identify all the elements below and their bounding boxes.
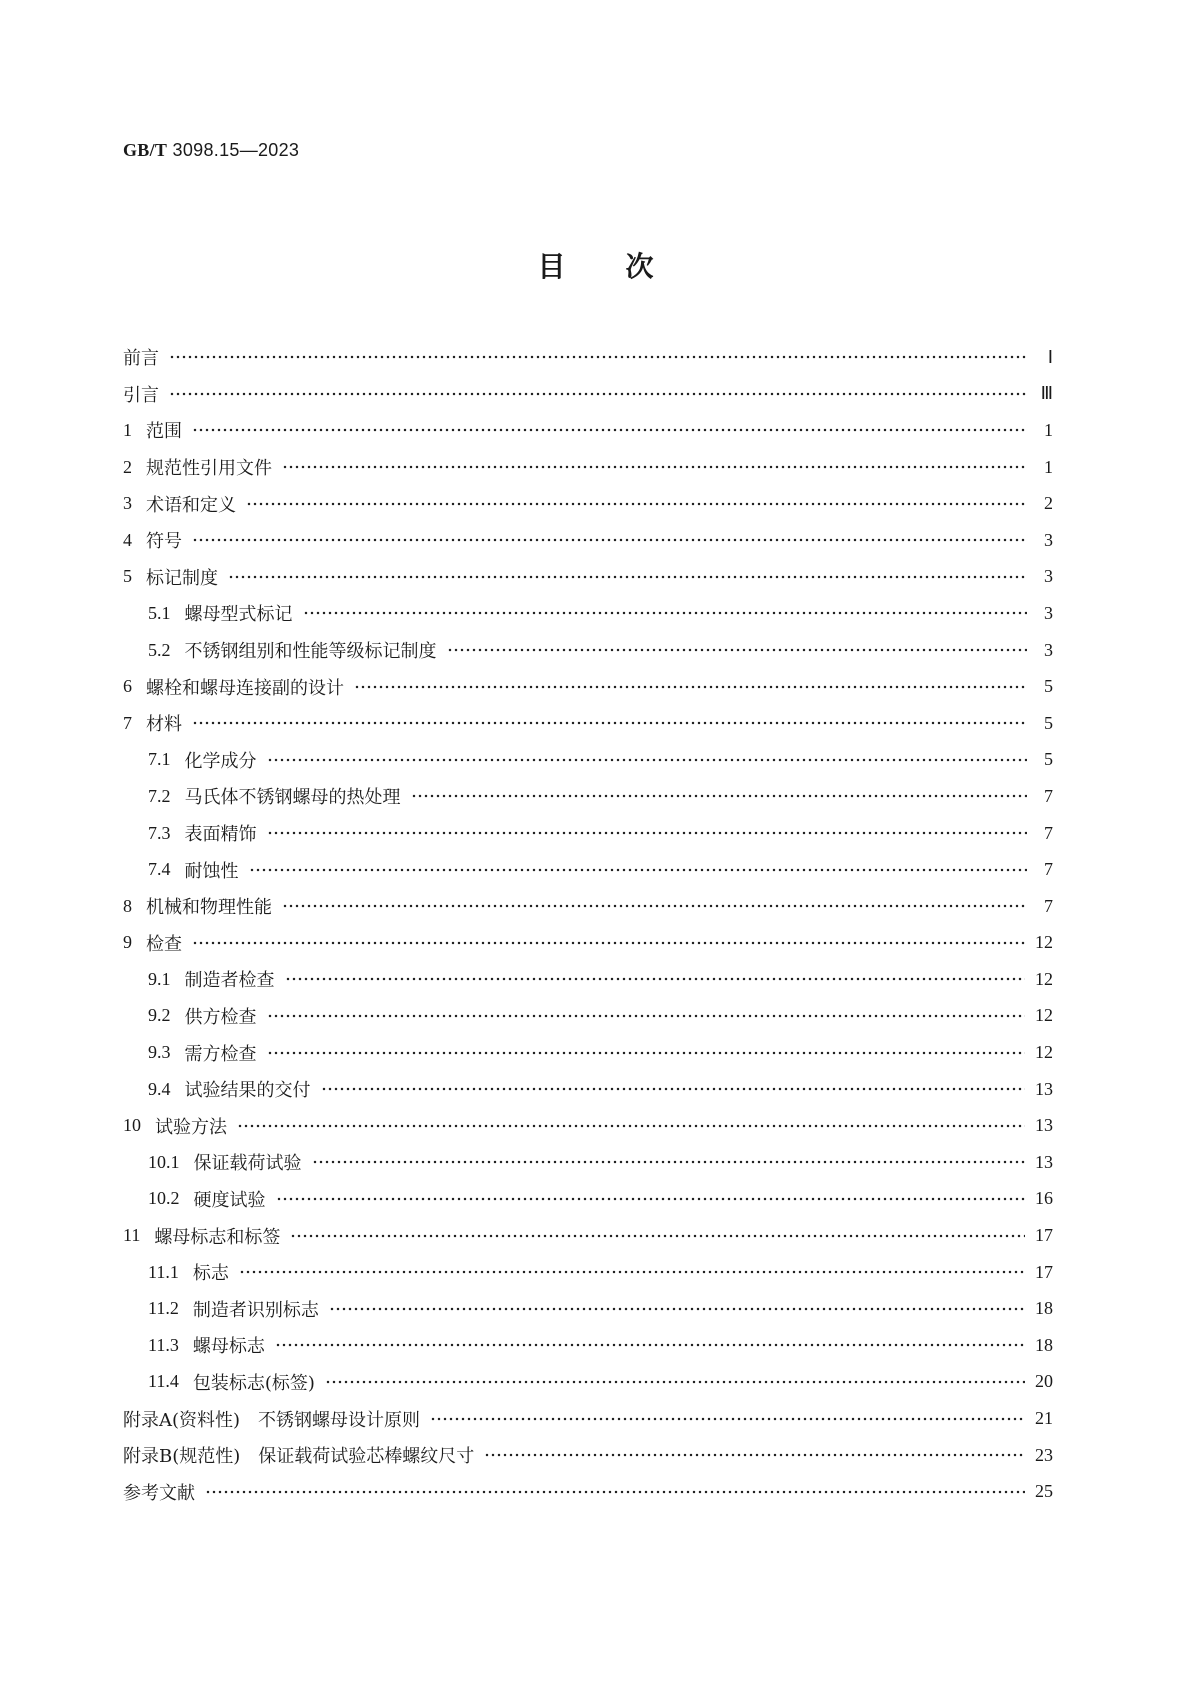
- title-char: 次: [625, 250, 654, 283]
- dot-leader: [276, 1197, 1026, 1201]
- toc-page-number: 12: [1035, 1005, 1053, 1026]
- toc-label: 标记制度: [146, 567, 218, 589]
- toc-entry[interactable]: [123, 705, 1053, 742]
- toc-entry[interactable]: [123, 925, 1053, 962]
- dot-leader: [267, 758, 1028, 762]
- toc-number: 9.2: [148, 1005, 171, 1026]
- toc-entry[interactable]: [123, 1400, 1053, 1437]
- toc-label: 术语和定义: [146, 494, 236, 516]
- toc-number: 2: [123, 456, 132, 477]
- dot-leader: [169, 392, 1027, 396]
- toc-page-number: 12: [1035, 1042, 1053, 1063]
- dot-leader: [249, 868, 1028, 872]
- toc-entry[interactable]: [123, 1290, 1053, 1327]
- dot-leader: [321, 1087, 1026, 1091]
- dot-leader: [205, 1490, 1025, 1494]
- toc-page-number: 1: [1044, 419, 1053, 440]
- dot-leader: [282, 465, 1027, 469]
- dot-leader: [192, 941, 1025, 945]
- toc-entry[interactable]: [123, 1364, 1053, 1401]
- dot-leader: [447, 648, 1028, 652]
- toc-entry[interactable]: [123, 559, 1053, 596]
- toc-entry[interactable]: [123, 485, 1053, 522]
- toc-page-number: 21: [1035, 1408, 1053, 1429]
- toc-label: 范围: [146, 421, 182, 443]
- toc-page-number: 1: [1044, 456, 1053, 477]
- toc-entry[interactable]: [123, 376, 1053, 413]
- dot-leader: [354, 685, 1027, 689]
- toc-label: 保证载荷试验: [193, 1153, 302, 1175]
- dot-leader: [246, 502, 1027, 506]
- toc-label: 化学成分: [184, 750, 257, 772]
- toc-label: 材料: [146, 714, 182, 736]
- standard-prefix: GB/T: [123, 140, 168, 160]
- toc-label: 制造者检查: [184, 970, 275, 992]
- dot-leader: [228, 575, 1027, 579]
- toc-number: 11.1: [148, 1261, 179, 1282]
- toc-number: 9.1: [148, 968, 171, 989]
- toc-page-number: 12: [1035, 968, 1053, 989]
- toc-entry[interactable]: [123, 412, 1053, 449]
- toc-page-number: 17: [1035, 1225, 1053, 1246]
- toc-page-number: 5: [1044, 749, 1053, 770]
- toc-page-number: Ⅲ: [1040, 383, 1053, 404]
- dot-leader: [484, 1453, 1025, 1457]
- standard-number: 3098.15—2023: [172, 140, 300, 160]
- toc-entry[interactable]: [123, 339, 1053, 376]
- toc-page-number: 2: [1044, 493, 1053, 514]
- toc-page-number: 3: [1044, 602, 1053, 623]
- toc-number: 11.3: [148, 1334, 179, 1355]
- toc-label: 附录B(规范性) 保证载荷试验芯棒螺纹尺寸: [123, 1446, 475, 1468]
- dot-leader: [275, 1343, 1025, 1347]
- toc-page-number: 5: [1044, 676, 1053, 697]
- toc-number: 7.4: [148, 859, 171, 880]
- toc-label: 制造者识别标志: [192, 1299, 319, 1321]
- toc-number: 7.1: [148, 749, 171, 770]
- toc-label: 螺母标志: [192, 1336, 265, 1358]
- dot-leader: [267, 1014, 1026, 1018]
- toc-page-number: 7: [1044, 859, 1053, 880]
- dot-leader: [290, 1234, 1025, 1238]
- toc-number: 5: [123, 566, 132, 587]
- dot-leader: [430, 1417, 1025, 1421]
- toc-number: 11.4: [148, 1371, 179, 1392]
- page-title: [0, 245, 1191, 285]
- dot-leader: [411, 794, 1028, 798]
- dot-leader: [192, 721, 1027, 725]
- toc-label: 引言: [123, 384, 159, 406]
- toc-entry[interactable]: [123, 1107, 1053, 1144]
- toc-label: 检查: [146, 933, 182, 955]
- toc-label: 螺母型式标记: [184, 604, 293, 626]
- toc-page-number: 13: [1035, 1115, 1053, 1136]
- toc-page-number: 7: [1044, 822, 1053, 843]
- toc-number: 9.4: [148, 1078, 171, 1099]
- toc-page-number: 25: [1035, 1481, 1053, 1502]
- toc-label: 前言: [123, 348, 159, 370]
- toc-entry[interactable]: [123, 1144, 1053, 1181]
- toc-page-number: 18: [1035, 1298, 1053, 1319]
- toc-label: 硬度试验: [193, 1189, 266, 1211]
- toc-label: 参考文献: [123, 1482, 195, 1504]
- toc-entry[interactable]: [123, 742, 1053, 779]
- toc-entry[interactable]: [123, 961, 1053, 998]
- toc-label: 标志: [192, 1263, 229, 1285]
- toc-page-number: 7: [1044, 785, 1053, 806]
- dot-leader: [192, 538, 1027, 542]
- dot-leader: [192, 428, 1027, 432]
- toc-entry[interactable]: [123, 1071, 1053, 1108]
- toc-entry[interactable]: [123, 1181, 1053, 1218]
- toc-number: 1: [123, 419, 132, 440]
- toc-number: 9: [123, 932, 132, 953]
- toc-label: 供方检查: [184, 1006, 257, 1028]
- toc-entry[interactable]: [123, 449, 1053, 486]
- toc-entry[interactable]: [123, 1254, 1053, 1291]
- toc-number: 11.2: [148, 1298, 179, 1319]
- toc-label: 机械和物理性能: [146, 897, 272, 919]
- toc-page-number: 16: [1035, 1188, 1053, 1209]
- dot-leader: [303, 611, 1028, 615]
- dot-leader: [312, 1160, 1026, 1164]
- toc-entry[interactable]: [123, 1437, 1053, 1474]
- dot-leader: [267, 1051, 1026, 1055]
- toc-label: 包装标志(标签): [192, 1372, 315, 1394]
- toc-number: 8: [123, 895, 132, 916]
- toc-number: 4: [123, 529, 132, 550]
- toc-entry[interactable]: [123, 998, 1053, 1035]
- toc-number: 3: [123, 493, 132, 514]
- toc-page-number: 5: [1044, 712, 1053, 733]
- toc-number: 7: [123, 712, 132, 733]
- toc-label: 试验方法: [155, 1116, 227, 1138]
- toc-page-number: 3: [1044, 529, 1053, 550]
- toc-page-number: 18: [1035, 1334, 1053, 1355]
- toc-number: 5.1: [148, 602, 171, 623]
- toc-label: 马氏体不锈钢螺母的热处理: [184, 787, 401, 809]
- toc-entry[interactable]: [123, 1327, 1053, 1364]
- toc-number: 10.1: [148, 1151, 180, 1172]
- toc-page-number: 13: [1035, 1078, 1053, 1099]
- toc-entry[interactable]: [123, 815, 1053, 852]
- toc-number: 10: [123, 1115, 141, 1136]
- title-char: 目: [537, 250, 566, 283]
- toc-page-number: Ⅰ: [1047, 346, 1053, 367]
- standard-code: [123, 140, 299, 161]
- toc-entry[interactable]: [123, 1473, 1053, 1510]
- toc-label: 附录A(资料性) 不锈钢螺母设计原则: [123, 1409, 421, 1431]
- toc-label: 螺栓和螺母连接副的设计: [146, 677, 344, 699]
- toc-page-number: 20: [1035, 1371, 1053, 1392]
- table-of-contents: [123, 339, 1053, 1510]
- toc-label: 不锈钢组别和性能等级标记制度: [184, 641, 437, 663]
- toc-page-number: 23: [1035, 1444, 1053, 1465]
- toc-entry[interactable]: [123, 522, 1053, 559]
- toc-label: 耐蚀性: [184, 860, 239, 882]
- toc-entry[interactable]: [123, 1217, 1053, 1254]
- toc-label: 试验结果的交付: [184, 1080, 311, 1102]
- toc-number: 6: [123, 676, 132, 697]
- toc-page-number: 3: [1044, 566, 1053, 587]
- toc-page-number: 3: [1044, 639, 1053, 660]
- toc-entry[interactable]: [123, 778, 1053, 815]
- dot-leader: [282, 904, 1027, 908]
- toc-number: 7.2: [148, 785, 171, 806]
- toc-label: 螺母标志和标签: [154, 1226, 281, 1248]
- toc-number: 5.2: [148, 639, 171, 660]
- toc-page-number: 17: [1035, 1261, 1053, 1282]
- toc-page-number: 7: [1044, 895, 1053, 916]
- toc-entry[interactable]: [123, 668, 1053, 705]
- toc-entry[interactable]: [123, 595, 1053, 632]
- toc-entry[interactable]: [123, 851, 1053, 888]
- dot-leader: [169, 355, 1027, 359]
- toc-label: 表面精饰: [184, 824, 257, 846]
- toc-label: 规范性引用文件: [146, 458, 272, 480]
- toc-entry[interactable]: [123, 1034, 1053, 1071]
- dot-leader: [325, 1380, 1025, 1384]
- toc-number: 11: [123, 1225, 141, 1246]
- toc-page-number: 13: [1035, 1151, 1053, 1172]
- dot-leader: [267, 831, 1028, 835]
- toc-number: 10.2: [148, 1188, 180, 1209]
- toc-number: 9.3: [148, 1042, 171, 1063]
- toc-label: 需方检查: [184, 1043, 257, 1065]
- dot-leader: [329, 1307, 1025, 1311]
- toc-entry[interactable]: [123, 632, 1053, 669]
- toc-page-number: 12: [1035, 932, 1053, 953]
- dot-leader: [239, 1270, 1025, 1274]
- dot-leader: [237, 1124, 1025, 1128]
- toc-label: 符号: [146, 531, 182, 553]
- dot-leader: [285, 977, 1026, 981]
- toc-entry[interactable]: [123, 888, 1053, 925]
- toc-number: 7.3: [148, 822, 171, 843]
